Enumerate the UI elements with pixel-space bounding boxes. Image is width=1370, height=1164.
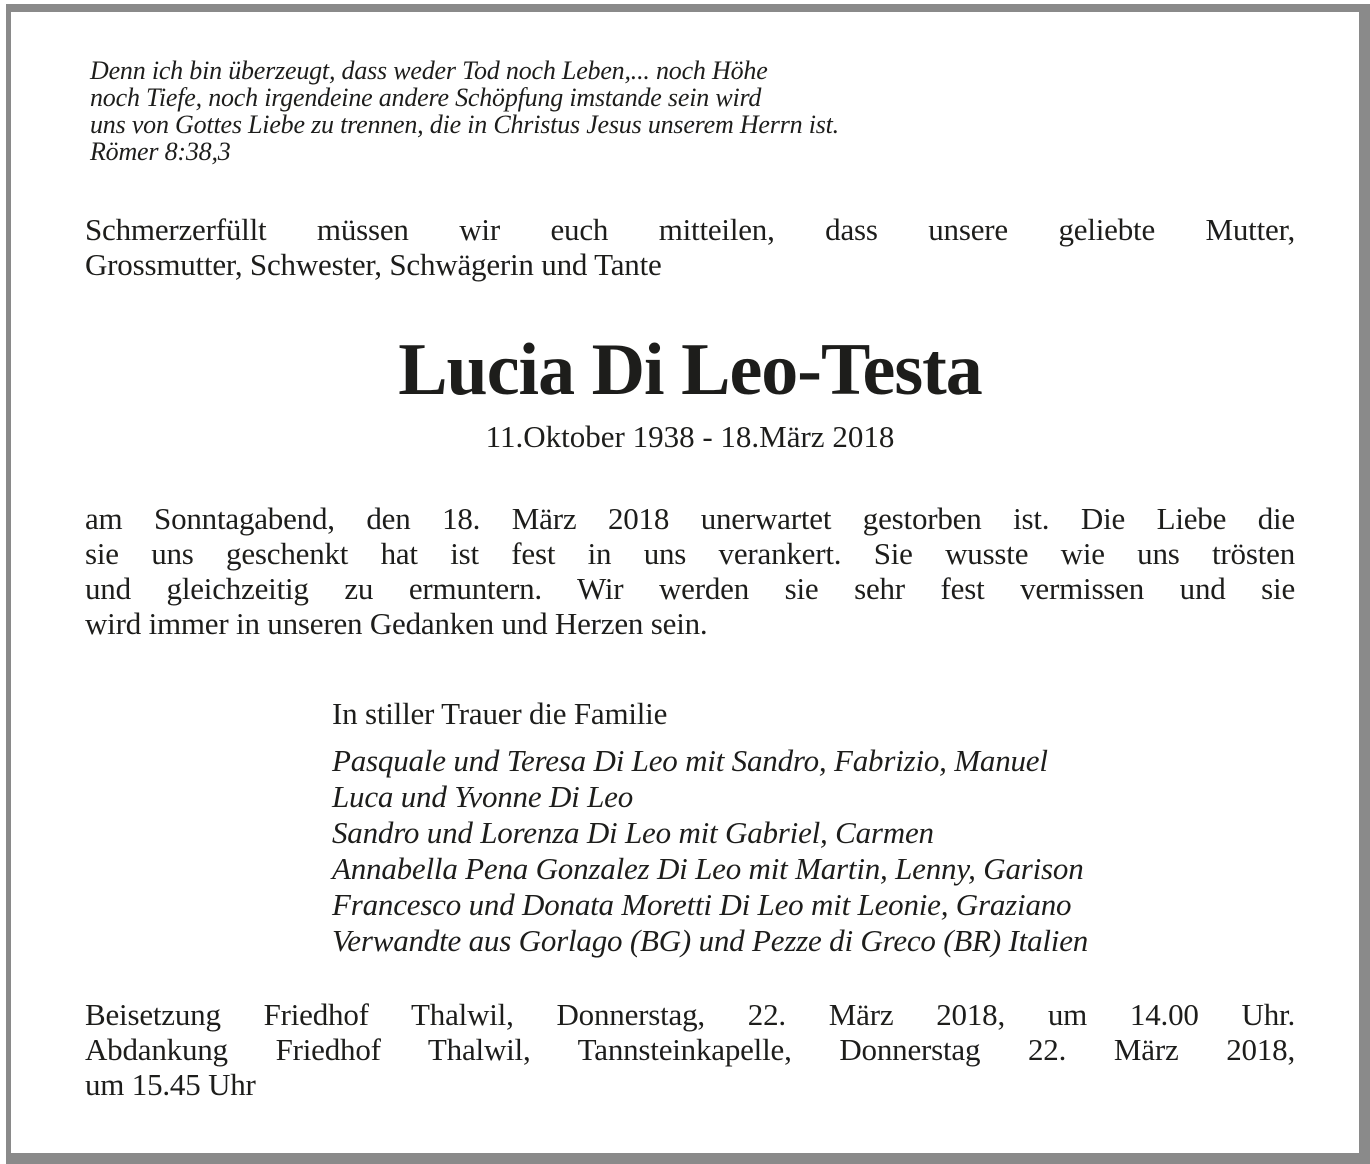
family-line: Annabella Pena Gonzalez Di Leo mit Martin, Lenny, Garison (332, 851, 1084, 886)
body-line: sie uns geschenkt hat ist fest in uns verankert. Sie wusste wie uns trösten (85, 536, 1295, 571)
quote-line: Denn ich bin überzeugt, dass weder Tod noch Leben,... noch Höhe (90, 56, 768, 85)
quote-line: uns von Gottes Liebe zu trennen, die in Christus Jesus unserem Herrn ist. (90, 110, 839, 139)
mourning-heading: In stiller Trauer die Familie (332, 696, 668, 731)
funeral-details (85, 997, 1295, 1102)
intro-paragraph (85, 212, 1295, 282)
intro-line: Grossmutter, Schwester, Schwägerin und Tante (85, 247, 662, 282)
notice-frame (6, 4, 1370, 1164)
body-line: am Sonntagabend, den 18. März 2018 unerwartet gestorben ist. Die Liebe die (85, 501, 1295, 536)
body-line: wird immer in unseren Gedanken und Herzen sein. (85, 606, 708, 641)
funeral-line: Abdankung Friedhof Thalwil, Tannsteinkapelle, Donnerstag 22. März 2018, (85, 1032, 1295, 1067)
funeral-line: Beisetzung Friedhof Thalwil, Donnerstag, 22. März 2018, um 14.00 Uhr. (85, 997, 1295, 1032)
body-line: und gleichzeitig zu ermuntern. Wir werden sie sehr fest vermissen und sie (85, 571, 1295, 606)
bible-quote (90, 57, 1295, 165)
funeral-line: um 15.45 Uhr (85, 1067, 256, 1102)
body-paragraph (85, 501, 1295, 641)
life-dates: 11.Oktober 1938 - 18.März 2018 (485, 419, 895, 454)
quote-line: noch Tiefe, noch irgendeine andere Schöpfung imstande sein wird (90, 83, 762, 112)
family-line: Verwandte aus Gorlago (BG) und Pezze di Greco (BR) Italien (332, 923, 1089, 958)
family-line: Sandro und Lorenza Di Leo mit Gabriel, Carmen (332, 815, 934, 850)
deceased-name: Lucia Di Leo-Testa (398, 329, 982, 411)
mourning-section (332, 696, 1295, 959)
notice-content (11, 12, 1359, 1153)
family-line: Luca und Yvonne Di Leo (332, 779, 634, 814)
quote-citation: Römer 8:38,3 (90, 137, 231, 166)
family-line: Francesco und Donata Moretti Di Leo mit Leonie, Graziano (332, 887, 1072, 922)
family-list (332, 743, 1295, 959)
intro-line: Schmerzerfüllt müssen wir euch mitteilen, dass unsere geliebte Mutter, (85, 212, 1295, 247)
family-line: Pasquale und Teresa Di Leo mit Sandro, Fabrizio, Manuel (332, 743, 1048, 778)
